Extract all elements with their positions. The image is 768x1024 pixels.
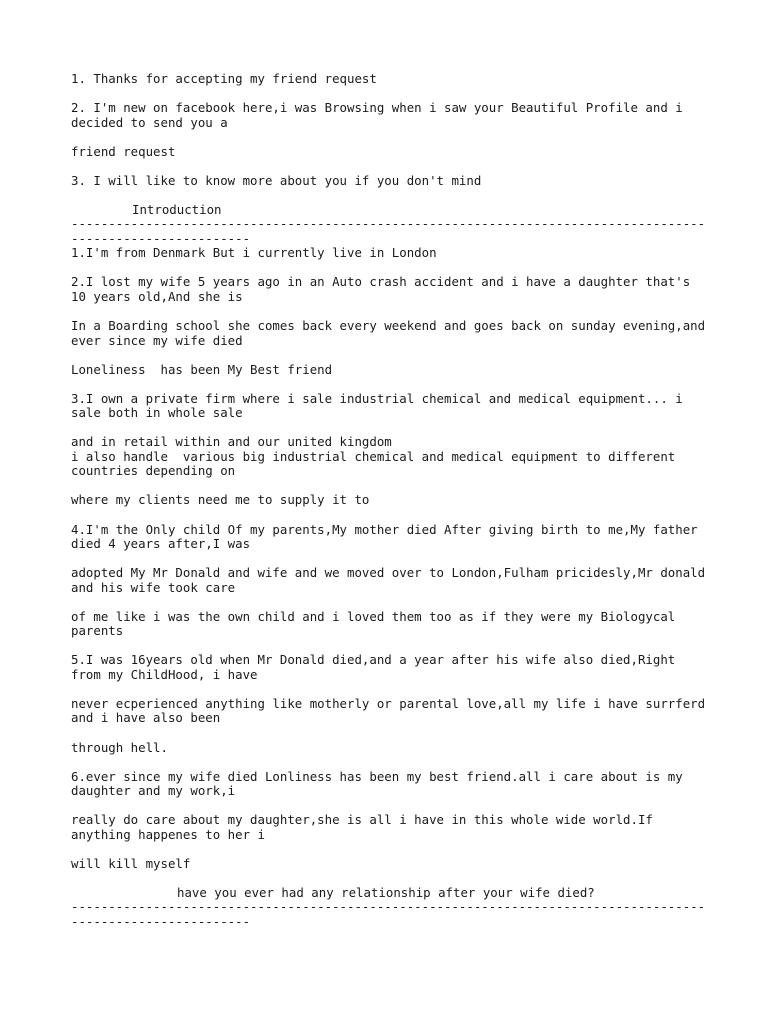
paragraph: adopted My Mr Donald and wife and we moved over to London,Fulham pricidesly,Mr donald and his wife took care: [71, 565, 713, 595]
paragraph: never ecperienced anything like motherly or parental love,all my life i have surrferd and i have also been: [71, 695, 713, 726]
paragraph: i also handle various big industrial chemical and medical equipment to different countries depending on: [71, 448, 683, 479]
section-divider: -------------------------------------------------------------------------------------------------------------: [71, 899, 706, 929]
paragraph: really do care about my daughter,she is all i have in this whole wide world.If anything happenes to her i: [71, 812, 661, 842]
intro-line: 2. I'm new on facebook here,i was Browsing when i saw your Beautiful Profile and i decided to send you a: [71, 100, 691, 130]
paragraph: of me like i was the own child and i loved them too as if they were my Biologycal parents: [71, 608, 683, 639]
paragraph: will kill myself: [71, 855, 191, 871]
paragraph: 1.I'm from Denmark But i currently live in London: [71, 245, 437, 261]
paragraph: 2.I lost my wife 5 years ago in an Auto crash accident and i have a daughter that's 10 years old,And she is: [71, 274, 698, 304]
section-heading-question: have you ever had any relationship after your wife died?: [177, 884, 595, 900]
paragraph: 4.I'm the Only child Of my parents,My mother died After giving birth to me,My father died 4 years after,I was: [71, 521, 706, 552]
paragraph: In a Boarding school she comes back every weekend and goes back on sunday evening,and ever since my wife died: [71, 318, 713, 348]
intro-line: 1. Thanks for accepting my friend request: [71, 71, 377, 86]
intro-line: 3. I will like to know more about you if you don't mind: [71, 172, 482, 188]
section-divider: -------------------------------------------------------------------------------------------------------------: [71, 216, 706, 246]
document-page: [71, 72, 711, 929]
paragraph: where my clients need me to supply it to: [71, 492, 370, 508]
paragraph: through hell.: [71, 739, 168, 755]
intro-line: friend request: [71, 143, 176, 159]
paragraph: 3.I own a private firm where i sale industrial chemical and medical equipment... i sale both in whole sale: [71, 390, 691, 421]
paragraph: 6.ever since my wife died Lonliness has been my best friend.all i care about is my daughter and my work,i: [71, 768, 691, 799]
paragraph: and in retail within and our united kingdom: [71, 434, 392, 450]
paragraph: 5.I was 16years old when Mr Donald died,and a year after his wife also died,Right from my ChildHood, i have: [71, 652, 683, 682]
paragraph: Loneliness has been My Best friend: [71, 361, 333, 377]
section-heading-introduction: Introduction: [132, 201, 222, 217]
